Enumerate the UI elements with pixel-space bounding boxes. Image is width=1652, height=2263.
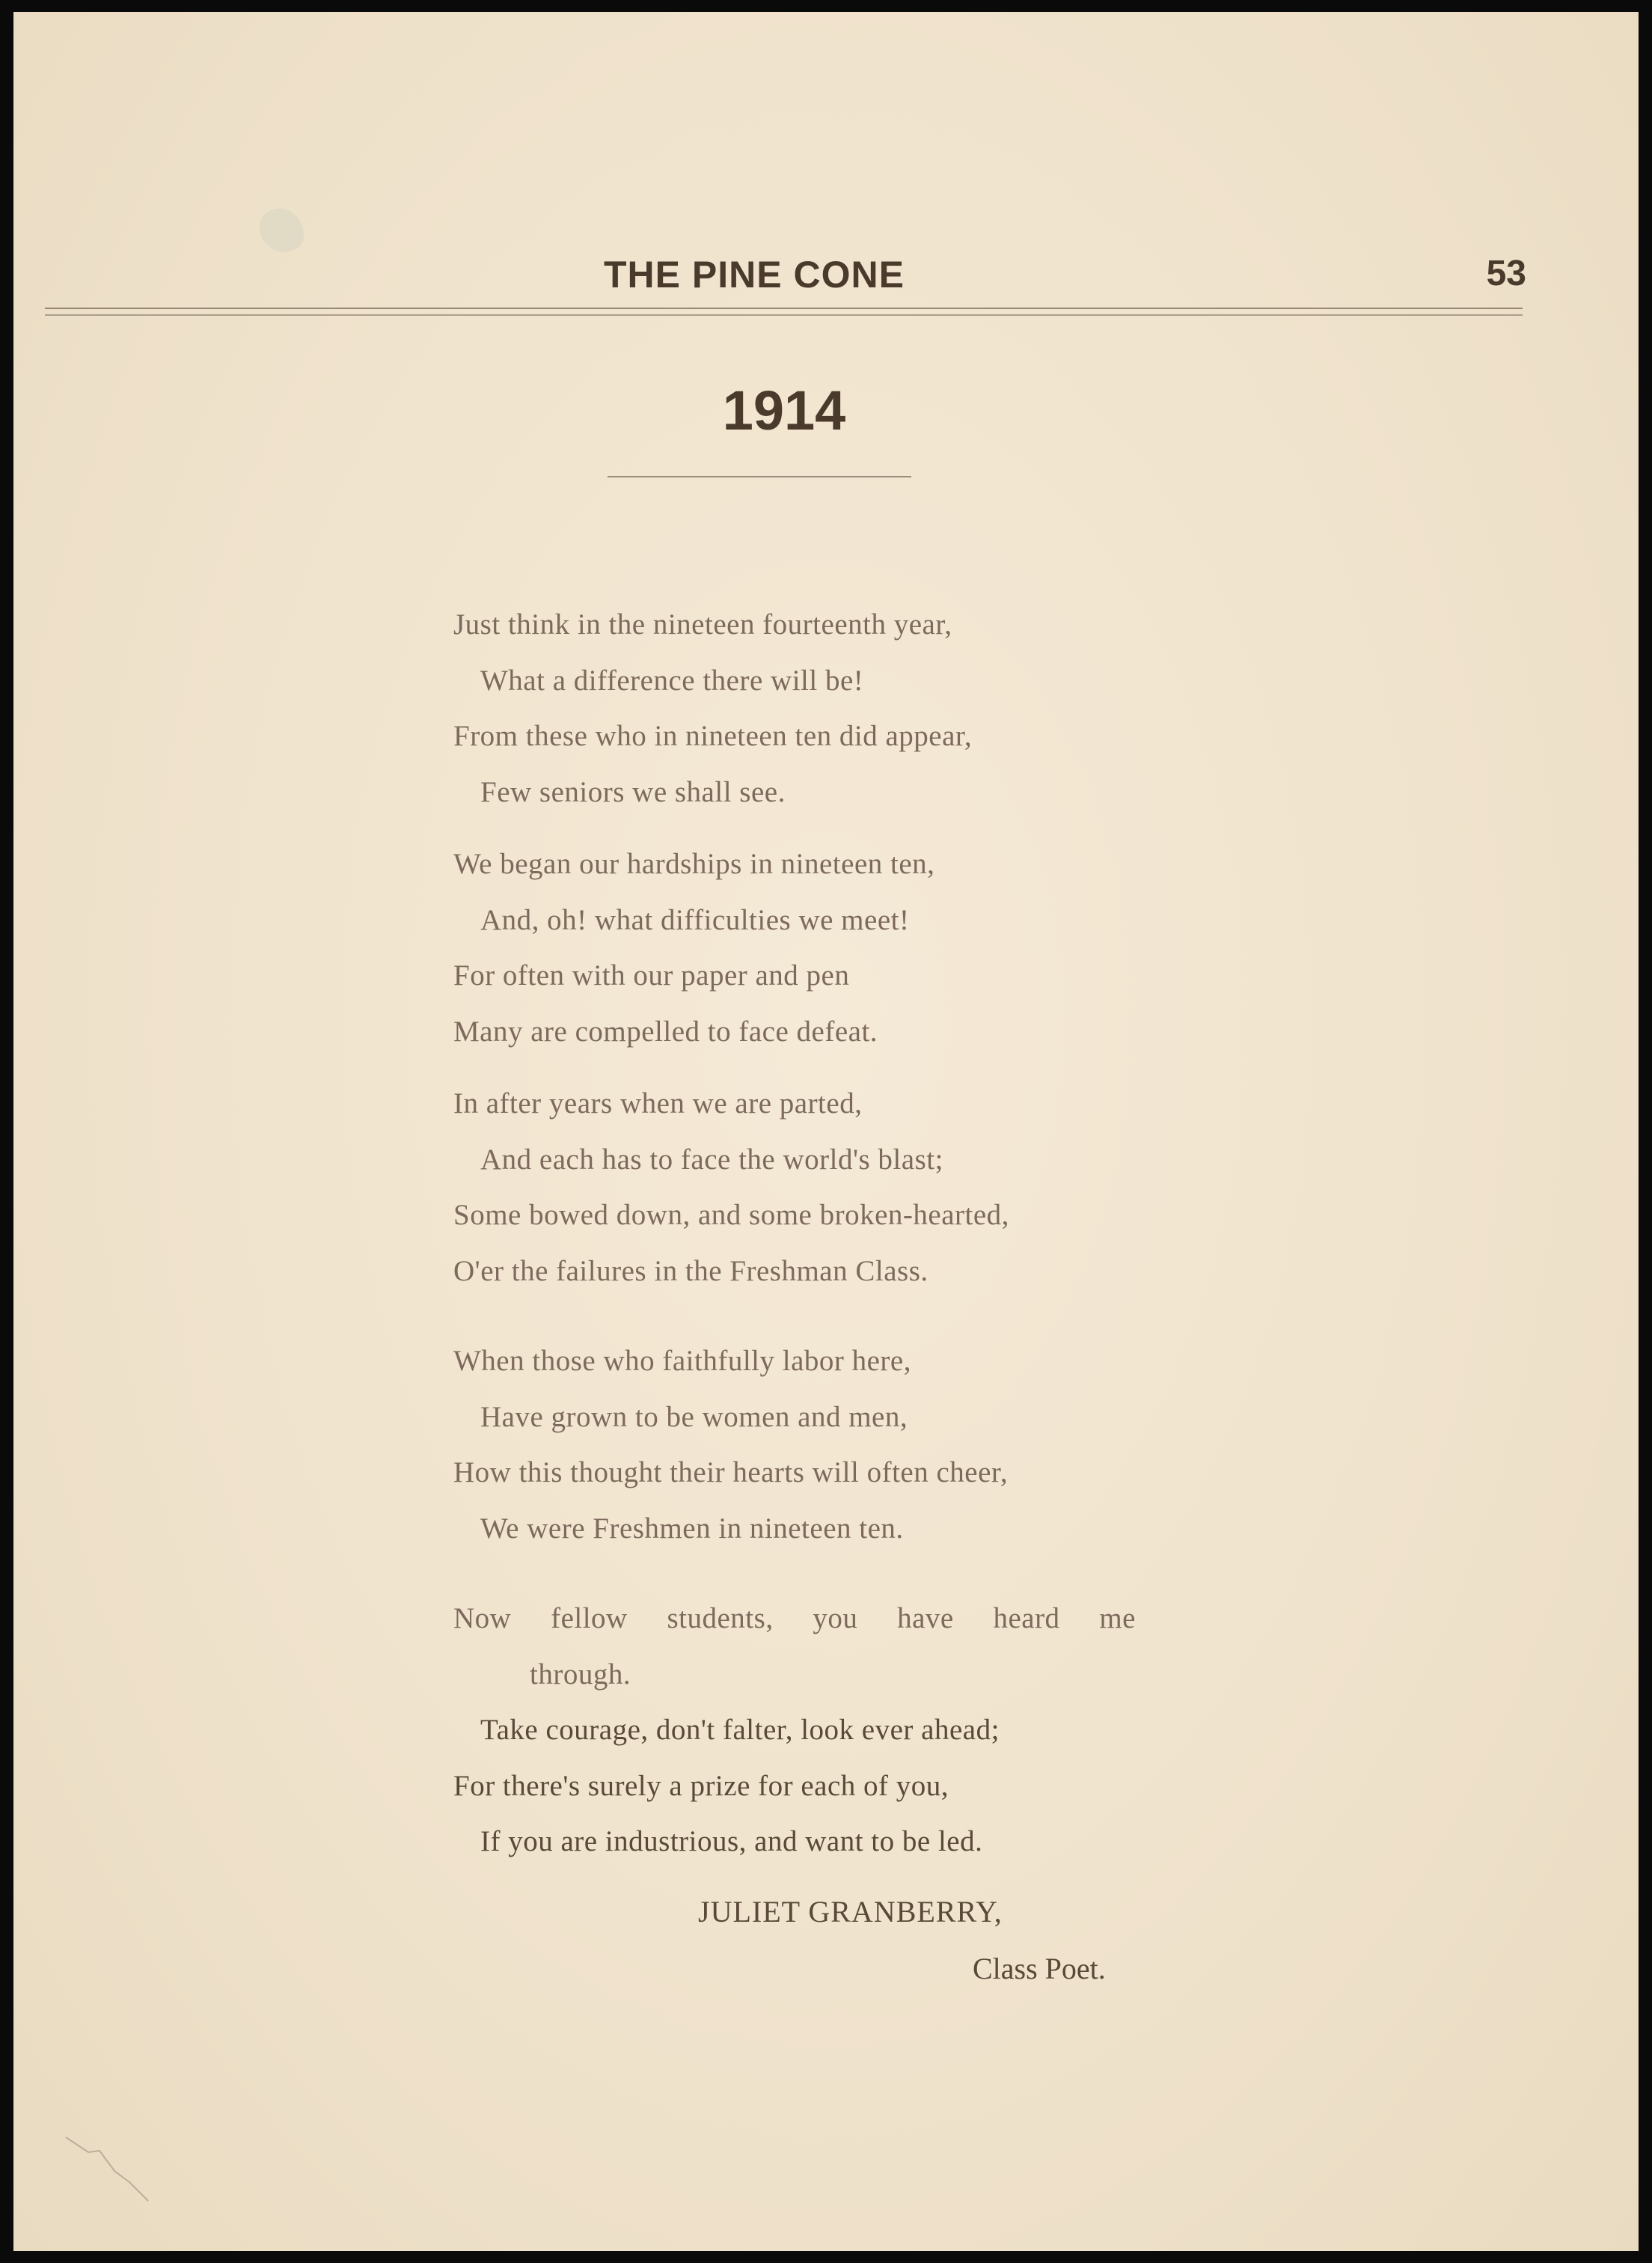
poem-line: Few seniors we shall see. bbox=[480, 775, 786, 808]
poem-line: We were Freshmen in nineteen ten. bbox=[480, 1512, 904, 1545]
stanza bbox=[453, 1076, 1202, 1299]
stanza bbox=[453, 837, 1202, 1060]
poem-line: For often with our paper and pen bbox=[453, 959, 850, 992]
poem-line-continuation: through. bbox=[530, 1658, 631, 1691]
stanza bbox=[453, 1591, 1202, 1870]
signature-role: Class Poet. bbox=[973, 1952, 1106, 1985]
poem-line: In after years when we are parted, bbox=[453, 1087, 863, 1120]
poem-line: Have grown to be women and men, bbox=[480, 1400, 908, 1433]
running-title: THE PINE CONE bbox=[604, 254, 905, 296]
poem-line: Many are compelled to face defeat. bbox=[453, 1015, 878, 1048]
poem-line-justified bbox=[453, 1591, 1136, 1647]
poem-word: heard bbox=[993, 1602, 1060, 1634]
poem-word: Now bbox=[453, 1602, 512, 1634]
poem-line: Take courage, don't falter, look ever ahead; bbox=[480, 1714, 1000, 1746]
page-number: 53 bbox=[1486, 254, 1526, 293]
document-page bbox=[13, 12, 1639, 2251]
poem-line: And, oh! what difficulties we meet! bbox=[480, 903, 910, 936]
stanza bbox=[453, 1334, 1202, 1557]
poem-title: 1914 bbox=[722, 379, 846, 442]
title-rule bbox=[608, 476, 911, 477]
poem-line: What a difference there will be! bbox=[480, 664, 864, 697]
poem-line: If you are industrious, and want to be led. bbox=[480, 1825, 983, 1857]
poem-body bbox=[453, 597, 1202, 1887]
stanza bbox=[453, 597, 1202, 820]
poem-line: And each has to face the world's blast; bbox=[480, 1143, 943, 1176]
poem-line: Some bowed down, and some broken-hearted, bbox=[453, 1199, 1009, 1231]
paper-stain bbox=[254, 202, 308, 259]
header-rule bbox=[45, 308, 1523, 316]
poem-word: students, bbox=[667, 1602, 774, 1634]
poem-line: From these who in nineteen ten did appear, bbox=[453, 720, 973, 752]
poem-line: For there's surely a prize for each of you, bbox=[453, 1769, 949, 1802]
poem-word: you bbox=[813, 1602, 858, 1634]
poem-line: We began our hardships in nineteen ten, bbox=[453, 848, 935, 880]
paper-crease bbox=[58, 2130, 178, 2212]
poem-line: O'er the failures in the Freshman Class. bbox=[453, 1254, 929, 1287]
poem-line: How this thought their hearts will often cheer, bbox=[453, 1456, 1009, 1488]
poem-word: fellow bbox=[551, 1602, 628, 1634]
poem-line: When those who faithfully labor here, bbox=[453, 1345, 911, 1377]
poem-line: Just think in the nineteen fourteenth year, bbox=[453, 608, 952, 641]
poem-word: me bbox=[1099, 1602, 1136, 1634]
signature-name: JULIET GRANBERRY, bbox=[698, 1895, 1003, 1928]
poem-word: have bbox=[897, 1602, 954, 1634]
